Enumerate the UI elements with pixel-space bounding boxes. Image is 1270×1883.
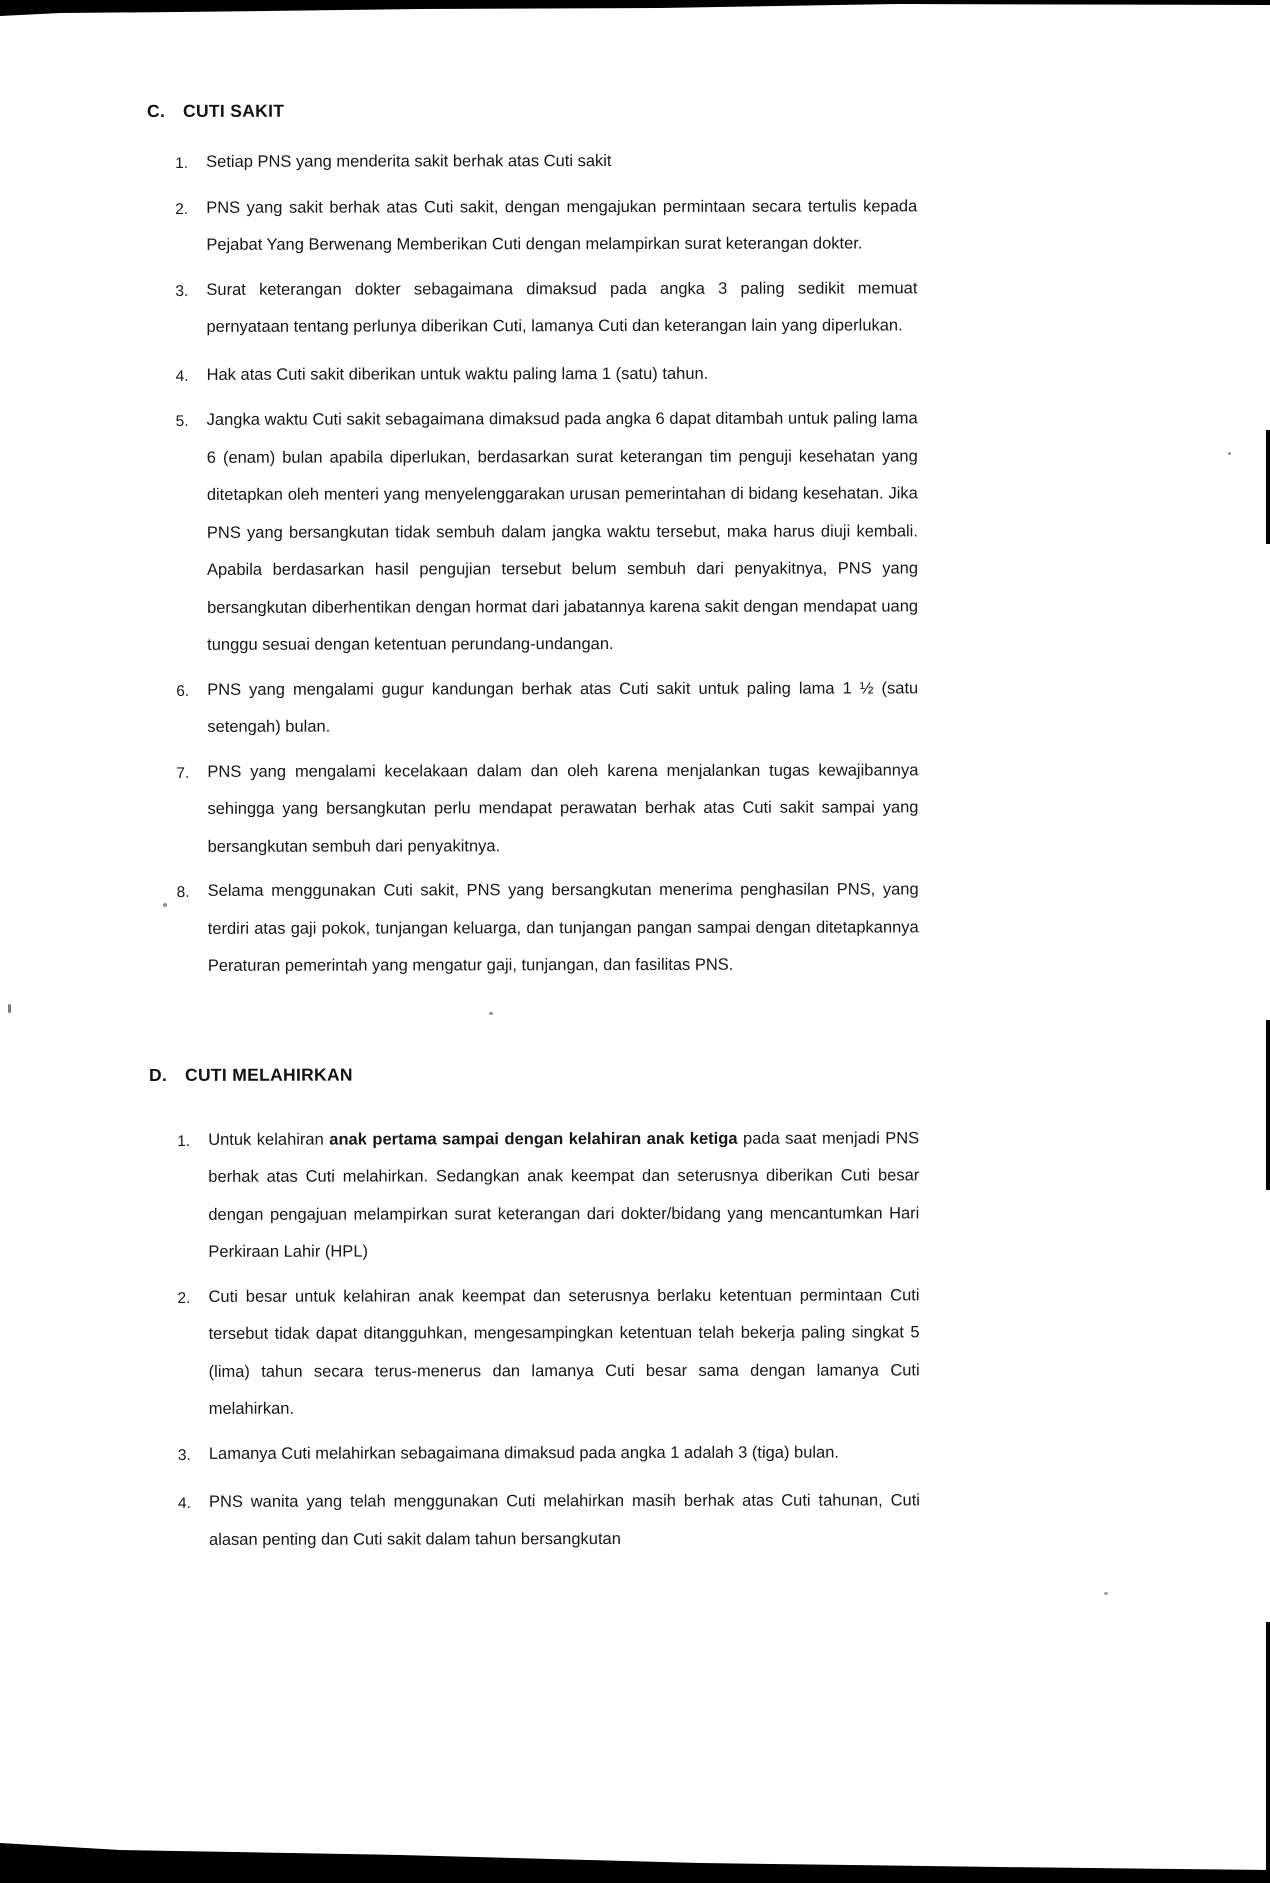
bold-text-run: anak pertama sampai dengan kelahiran anak ketiga	[329, 1129, 738, 1149]
item-text	[207, 670, 918, 746]
text-run: Surat keterangan dokter sebagaimana dimaksud pada angka 3 paling sedikit memuat pernyataan tentang perlunya diberikan Cuti, lamanya Cuti dan keterangan lain yang diperlukan.	[206, 278, 918, 336]
item-text	[207, 400, 919, 664]
list-item	[175, 142, 922, 182]
section-title: CUTI MELAHIRKAN	[185, 1064, 353, 1085]
section-heading	[147, 98, 922, 122]
list-item	[177, 1120, 924, 1272]
list-item	[175, 270, 922, 347]
item-text	[209, 1434, 920, 1474]
text-run: PNS wanita yang telah menggunakan Cuti melahirkan masih berhak atas Cuti tahunan, Cuti alasan penting dan Cuti sakit dalam tahun bersangkutan	[208, 1491, 920, 1549]
item-text	[207, 752, 918, 866]
item-text	[208, 1277, 919, 1428]
list-item	[176, 752, 923, 866]
item-text	[206, 188, 917, 264]
item-number: 6.	[176, 682, 190, 700]
document-section	[147, 98, 924, 985]
section-letter: D.	[149, 1064, 168, 1085]
item-number: 4.	[175, 367, 189, 385]
scan-artifact-bottom	[0, 1838, 1270, 1883]
scan-speck	[8, 1004, 11, 1013]
item-text	[209, 1482, 920, 1558]
text-run: PNS yang mengalami gugur kandungan berhak atas Cuti sakit untuk paling lama 1 ½ (satu setengah) bulan.	[207, 678, 919, 736]
scan-speck	[1104, 1592, 1108, 1595]
list-item	[177, 871, 924, 985]
section-title: CUTI SAKIT	[183, 100, 285, 121]
item-number: 2.	[177, 1289, 191, 1307]
scan-speck	[489, 1012, 493, 1015]
list-item	[178, 1434, 925, 1474]
scan-artifact-right-edge	[1266, 1622, 1270, 1870]
text-run: Setiap PNS yang menderita sakit berhak atas Cuti sakit	[206, 152, 612, 171]
scan-artifact-top	[0, 0, 1270, 22]
list-item	[176, 355, 923, 395]
text-run: PNS yang mengalami kecelakaan dalam dan oleh karena menjalankan tugas kewajibannya sehingga yang bersangkutan perlu mendapat perawatan berhak atas Cuti sakit sampai yang bersangkutan sembuh dari penyakitnya.	[207, 760, 919, 856]
item-text	[207, 355, 918, 395]
scan-speck	[163, 903, 167, 907]
text-run: pada saat menjadi PNS berhak atas Cuti melahirkan. Sedangkan anak keempat dan seterusnya diberikan Cuti besar dengan pengajuan melampirkan surat keterangan dari dokter/bidang yang mencantumkan Hari Perkiraan Lahir (HPL)	[208, 1128, 920, 1261]
section-list	[147, 98, 925, 1559]
item-text	[206, 142, 917, 182]
item-number: 8.	[176, 883, 190, 901]
list-item	[178, 1482, 925, 1559]
list-item	[176, 670, 923, 747]
scan-artifact-right-edge	[1266, 430, 1270, 544]
section-letter: C.	[147, 100, 166, 121]
document-section	[149, 1062, 925, 1559]
list-item	[176, 400, 924, 664]
item-number: 7.	[176, 764, 190, 782]
section-heading	[149, 1062, 924, 1086]
item-list	[147, 142, 924, 985]
item-number: 3.	[177, 1446, 191, 1464]
text-run: Jangka waktu Cuti sakit sebagaimana dimaksud pada angka 6 dapat ditambah untuk paling lama 6 (enam) bulan apabila diperlukan, berdasarkan surat keterangan tim penguji kesehatan yang ditetapkan oleh menteri yang menyelenggarakan urusan pemerintahan di bidang kesehatan. Jika PNS yang bersangkutan tidak sembuh dalam jangka waktu tersebut, maka harus diuji kembali. Apabila berdasarkan hasil pengujian tersebut belum sembuh dari penyakitnya, PNS yang bersangkutan diberhentikan dengan hormat dari jabatannya karena sakit dengan mendapat uang tunggu sesuai dengan ketentuan perundang-undangan.	[206, 409, 919, 654]
text-run: Hak atas Cuti sakit diberikan untuk waktu paling lama 1 (satu) tahun.	[206, 364, 709, 384]
item-list	[149, 1120, 925, 1559]
item-number: 1.	[177, 1132, 191, 1150]
text-run: PNS yang sakit berhak atas Cuti sakit, dengan mengajukan permintaan secara tertulis kepada Pejabat Yang Berwenang Memberikan Cuti dengan melampirkan surat keterangan dokter.	[206, 196, 918, 254]
list-item	[177, 1277, 924, 1429]
item-text	[206, 270, 917, 346]
item-number: 4.	[177, 1494, 191, 1512]
text-run: Untuk kelahiran	[208, 1130, 330, 1149]
scan-speck	[1228, 452, 1231, 455]
item-text	[208, 1120, 919, 1271]
scan-artifact-right-edge	[1266, 1020, 1270, 1190]
item-text	[208, 871, 919, 985]
text-run: Selama menggunakan Cuti sakit, PNS yang bersangkutan menerima penghasilan PNS, yang terdiri atas gaji pokok, tunjangan keluarga, dan tunjangan pangan sampai dengan ditetapkannya Peraturan pemerintah yang mengatur gaji, tunjangan, dan fasilitas PNS.	[207, 880, 919, 975]
text-run: Lamanya Cuti melahirkan sebagaimana dimaksud pada angka 1 adalah 3 (tiga) bulan.	[208, 1443, 840, 1463]
document-content	[147, 98, 925, 1566]
item-number: 5.	[175, 412, 189, 430]
item-number: 3.	[175, 282, 189, 300]
item-number: 2.	[175, 200, 189, 218]
list-item	[175, 188, 922, 265]
text-run: Cuti besar untuk kelahiran anak keempat dan seterusnya berlaku ketentuan permintaan Cuti tersebut tidak dapat ditangguhkan, mengesampingkan ketentuan telah bekerja paling singkat 5 (lima) tahun secara terus-menerus dan lamanya Cuti besar sama dengan lamanya Cuti melahirkan.	[208, 1285, 920, 1418]
item-number: 1.	[175, 154, 189, 172]
